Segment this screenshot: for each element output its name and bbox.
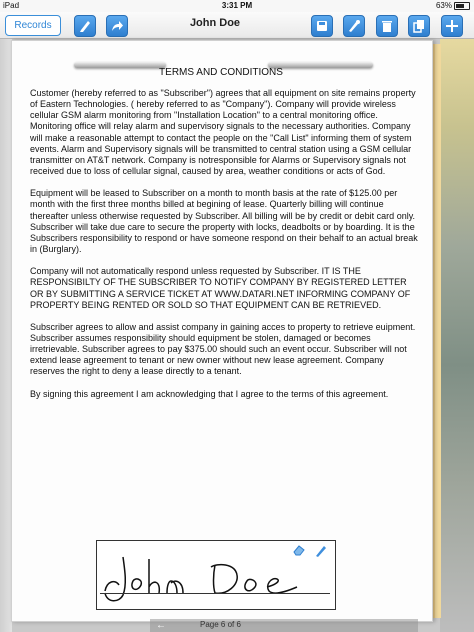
- battery-percent: 63%: [435, 1, 452, 10]
- pen-button[interactable]: [74, 15, 96, 37]
- records-button[interactable]: Records: [5, 15, 61, 36]
- pen-icon: [78, 19, 92, 33]
- page-indicator: Page 6 of 6: [200, 620, 241, 629]
- paragraph: Subscriber agrees to allow and assist company in gaining acces to property to retrieve euipment. Subscriber assumes responsibility should equipment be stolen, damaged or becomes irretrievable. Subscriber agrees to pay $375.00 should such an event occur. Subscriber will not extend lease agreement to tenant or new owner without new lease agreement. Company reserves the right to deny a lease directly to a tenant.: [30, 321, 416, 377]
- signature-box[interactable]: [96, 540, 336, 610]
- delete-icon: [380, 19, 394, 33]
- nav-bar: [0, 12, 474, 39]
- signature-line: [100, 593, 330, 594]
- paragraph: Equipment will be leased to Subscriber on a month to month basis at the rate of $125.00 per month with the first three months billed at begining of lease. Quarterly billing will continue thereafter unless otherwise requested by Subscriber. All billing will be by credit or debit card only. Subscriber will take due care to secure the property with locks, deadbolts or by boarding. It is the Subscribers responsibility to respond or have someone respond on their behalf to an actual break in (Burglary).: [30, 188, 418, 255]
- share-icon: [110, 19, 124, 33]
- save-button[interactable]: [311, 15, 333, 37]
- battery-status: [436, 1, 470, 10]
- stamp-button[interactable]: [343, 15, 365, 37]
- stamp-icon: [347, 19, 361, 33]
- page-stack-edge: [435, 44, 441, 618]
- add-icon: [445, 19, 459, 33]
- delete-button[interactable]: [376, 15, 398, 37]
- previous-page-icon[interactable]: ←: [156, 620, 166, 631]
- copy-button[interactable]: [408, 15, 430, 37]
- document-title: TERMS AND CONDITIONS: [159, 67, 283, 78]
- paragraph: By signing this agreement I am acknowledging that I agree to the terms of this agreement.: [30, 388, 389, 399]
- signature-drawing: [97, 541, 333, 607]
- clock: 3:31 PM: [221, 1, 253, 10]
- background-right: [440, 39, 474, 632]
- paragraph: Company will not automatically respond unless requested by Subscriber. IT IS THE RESPONSIBILTY OF THE SUBSCRIBER TO NOTIFY COMPANY BY REGISTERED LETTER OR BY SUBMITTING A SERVICE TICKET AT WWW.DATARI.NET INFORMING COMPANY OF PROPERTY BEING RENTED OR SOLD SO THAT EQUIPMENT CAN BE RETRIEVED.: [30, 266, 411, 310]
- device-name: iPad: [3, 1, 20, 10]
- add-button[interactable]: [441, 15, 463, 37]
- paragraph: Customer (hereby referred to as "Subscriber") agrees that all equipment on site remains property of Eastern Technologies. ( hereby referred to as "Company"). Company will provide wireless cellular GSM alarm monitoring from "Installation Location" to a central monitoring office. Monitoring office will relay alarm and supervisory signals to the necessary authorities. Company will make a reasonable attempt to contact the people on the "Call List" informing them of system events. Alarm and Supervisory signals will be transmitted to central station using a GSM cellular transmitter on AT&T network. Company is notresponsible for Alarms or Supervisory signals not received due to loss of cellular signal, caused by area, weather conditions or acts of God.: [30, 88, 416, 177]
- copy-icon: [412, 19, 426, 33]
- status-bar: [0, 0, 474, 12]
- save-icon: [315, 19, 329, 33]
- record-title: John Doe: [189, 17, 241, 29]
- page-footer: [150, 619, 418, 632]
- battery-icon: [454, 2, 470, 10]
- document-body: [30, 88, 418, 411]
- share-button[interactable]: [106, 15, 128, 37]
